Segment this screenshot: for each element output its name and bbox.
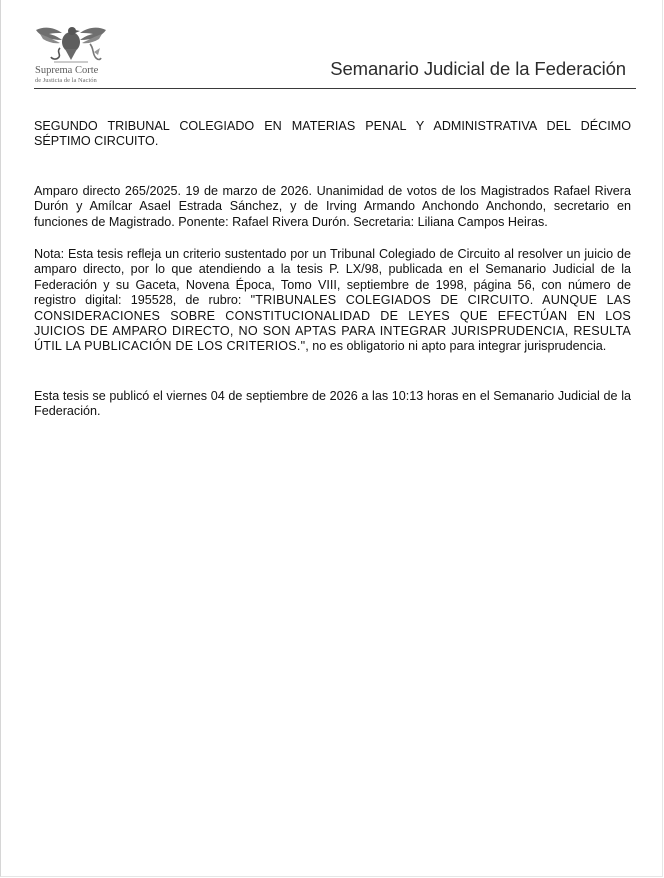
logo-text-primary: Suprema Corte	[35, 65, 99, 76]
note-end: , no es obligatorio ni apto para integrar jurisprudencia.	[305, 339, 607, 354]
note-paragraph	[34, 247, 631, 355]
thesis-body	[34, 119, 631, 420]
eagle-emblem-icon	[34, 24, 108, 64]
logo-text-secondary: de Justicia de la Nación	[35, 77, 97, 84]
scjn-logo	[34, 24, 114, 88]
court-name: SEGUNDO TRIBUNAL COLEGIADO EN MATERIAS PENAL Y ADMINISTRATIVA DEL DÉCIMO SÉPTIMO CIRCUITO.	[34, 119, 631, 149]
precedent-paragraph: Amparo directo 265/2025. 19 de marzo de 2026. Unanimidad de votos de los Magistrados Rafael Rivera Durón y Amílcar Asael Estrada Sánchez, y de Irving Armando Anchondo Anchondo, secretario en funciones de Magistrado. Ponente: Rafael Rivera Durón. Secretaria: Liliana Campos Heiras.	[34, 183, 631, 229]
publication-title: Semanario Judicial de la Federación	[330, 58, 626, 79]
note-intro: Nota: Esta tesis refleja un criterio sustentado por un Tribunal Colegiado de Circuito al resolver un juicio de amparo directo, por lo que atendiendo a la tesis P. LX/98, publicada en el Semanario Judicial de la Federación y su Gaceta, Novena Época, Tomo VIII, septiembre de 1998, página 56, con número de registro digital: 195528, de rubro:	[34, 247, 631, 308]
note-rubro: "TRIBUNALES COLEGIADOS DE CIRCUITO. AUNQUE LAS CONSIDERACIONES SOBRE CONSTITUCIONALIDAD DE LEYES QUE EFECTÚAN EN LOS JUICIOS DE AMPARO DIRECTO, NO SON APTAS PARA INTEGRAR JURISPRUDENCIA, RESULTA ÚTIL LA PUBLICACIÓN DE LOS CRITERIOS."	[34, 293, 631, 354]
page-header	[34, 20, 636, 89]
publication-paragraph: Esta tesis se publicó el viernes 04 de septiembre de 2026 a las 10:13 horas en el Semanario Judicial de la Federación.	[34, 388, 631, 419]
